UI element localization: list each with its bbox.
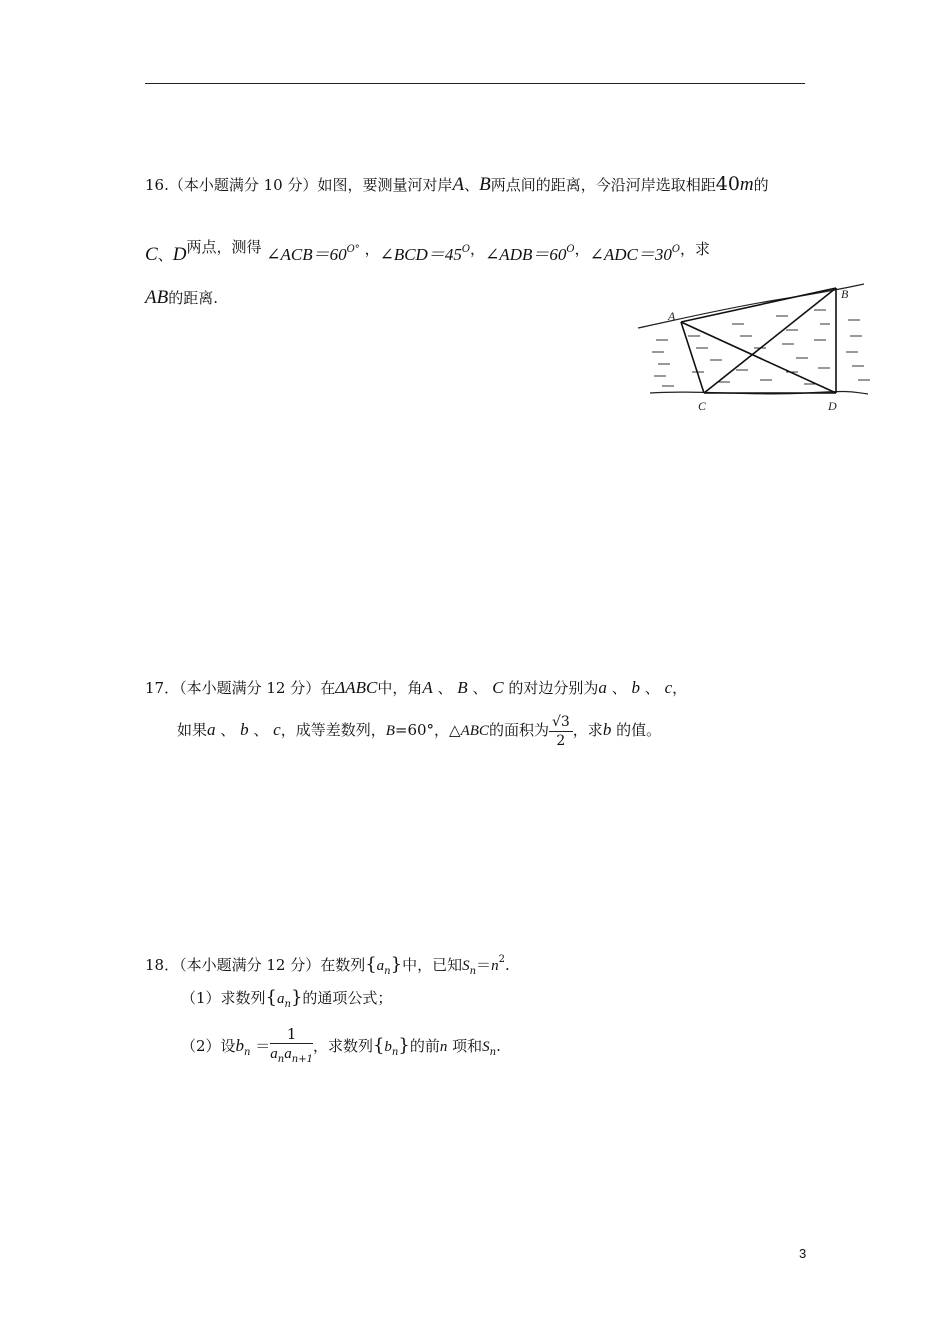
- point-C: C: [145, 244, 158, 265]
- q17-header-text: 17．（本小题满分 12 分）在: [145, 679, 336, 697]
- q16-header-text: 16.（本小题满分 10 分）如图，要测量河对岸: [145, 176, 453, 194]
- figure-label-B: B: [841, 287, 849, 301]
- distance-value: 40: [715, 173, 740, 195]
- page-number: 3: [799, 1246, 807, 1261]
- point-A: A: [452, 174, 465, 195]
- distance-unit: m: [739, 174, 754, 195]
- q18-header-text: 18．（本小题满分 12 分）在数列: [145, 956, 366, 974]
- q16-line2: C、D两点，测得 $\angle ACB=60^{O^\circ}$ ，$\angle BCD=45^O$，$\angle ADB=60^O$，$\angle ADC=30^O$，求: [145, 238, 711, 265]
- point-B: B: [479, 174, 491, 195]
- angle-ADC: ∠ADC＝30: [589, 245, 672, 264]
- q16-line1: 16.（本小题满分 10 分）如图，要测量河对岸A、B两点间的距离，今沿河岸选取相距40m的: [145, 173, 769, 195]
- bn-fraction: $\frac{1}{a_na_{n+1}}$: [270, 1025, 313, 1065]
- triangle-ABC: ΔABC: [335, 678, 378, 697]
- figure-label-C: C: [698, 399, 707, 413]
- q17-line1: 17．（本小题满分 12 分）在ΔABC中，角A 、 B 、 C 的对边分别为a 、 b 、 c，: [145, 678, 688, 697]
- q17-line2: 如果a 、 b 、 c，成等差数列，B=60°，△ABC的面积为 $\frac{√3}{2}$ ，求b 的值。: [177, 713, 662, 749]
- figure-label-A: A: [668, 309, 676, 323]
- point-D: D: [172, 244, 187, 265]
- q18-line1: 18．（本小题满分 12 分）在数列$\{a_n\}$中，已知$S_n=n^2$.: [145, 954, 510, 977]
- segment-AB: AB: [145, 287, 169, 308]
- survey-lines: [681, 288, 836, 393]
- figure-label-D: D: [828, 399, 837, 413]
- q16-line3: AB的距离.: [145, 287, 218, 308]
- header-rule: [145, 83, 805, 84]
- q18-line3: （2）设$b_n$ ＝ $\frac{1}{a_na_{n+1}}$ ，求数列$\{b_n\}$的前n 项和$S_n$.: [181, 1022, 501, 1077]
- angle-BCD: ∠BCD＝45: [379, 245, 462, 264]
- river-figure: [636, 282, 876, 418]
- angle-ADB: ∠ADB＝60: [485, 245, 567, 264]
- q18-line2: （1）求数列$\{a_n\}$的通项公式；: [181, 987, 393, 1010]
- area-fraction: $\frac{√3}{2}$: [549, 713, 573, 750]
- angle-ACB: ∠ACB＝60: [266, 245, 347, 264]
